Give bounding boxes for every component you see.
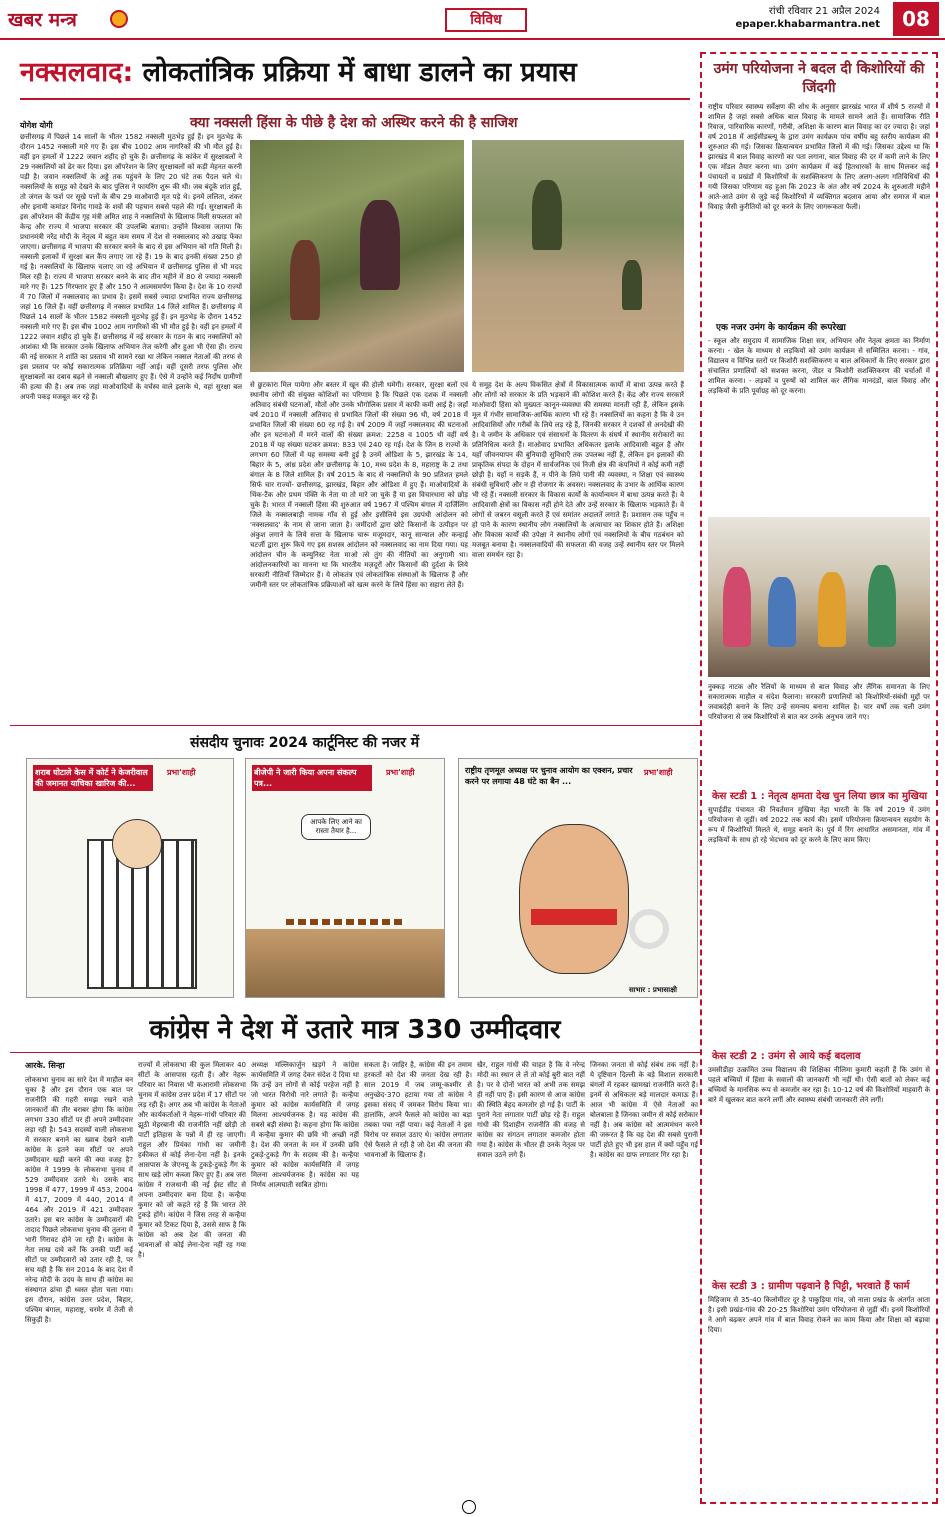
case-study-3-heading: केस स्टडी 3 : ग्रामीण पढ़वाने है पिट्टी, भरवाते हैं फार्म [712,1281,910,1292]
case-study-2-heading: केस स्टडी 2 : उमंग से आये कई बदलाव [712,1051,861,1062]
case-study-1: सुपाईडीह पंचायत की निवर्तमान मुखिया नेहा भारती के कि वर्ष 2019 में उमंग परियोजना से जुड़ीं। वर्ष 2022 तक कार्य की। इसमें परियोजना क्रियान्वयन सहयोग के रूप में किशोरियों मिलते थे, समूह बनाने के। पूर्व में रिंग आधारित असमानता, गांव में लड़कियों के साथ हो रहे भेदभाव को दूर करने के लिए काम किए। [708,806,930,844]
byline: योगेश योगी [20,121,53,130]
girls-group-photo [708,517,930,677]
cartoon-top-rule [10,725,700,726]
story2-headline: कांग्रेस ने देश में उतारे मात्र 330 उम्मीदवार [149,1015,561,1045]
cartoon-2-brand: प्रभा'शाही [386,768,415,777]
story2-rule [10,1052,700,1053]
story2-column-2: राज्यों में लोकसभा की कुल मिलाकर 40 सीटों के आसपास रहती हैं। और नेहरू परिवार का निवास भी कआरामी लोकसभा चुनाव में कांग्रेस उत्तर प्रदेश में 17 सीटों पर लड़ रही है। अगर अब भी कांग्रेस के नेताओं और कार्यकर्ताओं ने नेहरू-गांधी परिवार की झूठी मेहरबानी की राजनीति नहीं छोड़ी तो पार्टी इतिहास के पन्नों में ही रह जाएगी। राहुल और प्रियंका गांधी का जमीनी हकीकत से कोई लेना-देना नहीं है। इनके आसपास के जेएनयू के टुकड़े-टुकड़े गैंग के साथ खड़े लोग कब्जा किए हुए हैं। अब जरा कांग्रेस ने राजधानी की नई ईस्ट सीट से अपना उम्मीदवार बना दिया है। कन्हैया कुमार को जो कहते रहे हैं कि भारत तेरे टुकड़े होंगे। कांग्रेस ने जिस तरह से कन्हैया कुमार को टिकट दिया है, उससे साफ है कि कांग्रेस को अब देश की जनता की भावनाओं से कोई लेना-देना नहीं रह गया है। [138,1061,246,1259]
masthead [0,0,945,40]
cartoon-1 [26,758,234,998]
headline-text: लोकतांत्रिक प्रक्रिया में बाधा डालने का प्रयास [142,57,577,88]
cartoon-heading: संसदीय चुनावः 2024 कार्टूनिस्ट की नजर में [190,735,420,751]
story2-column-5: खैर, राहुल गांधी की चाहत है कि वे नरेन्द्र मोदी का स्थान ले लें तो कोई बुरी बात नहीं है। पर वे दोनों भारत को अभी तक समझ ही नहीं पाए हैं। इसी कारण से आज कांग्रेस की स्थिति बेहद कमजोर हो गई है। पार्टी के पुराने नेता लगातार पार्टी छोड़ रहे हैं। राहुल गांधी की दिशाहीन राजनीति की वजह से कांग्रेस का संगठन लगातार कमजोर होता गया है। कांग्रेस के भीतर ही उनके नेतृत्व पर सवाल उठने लगे हैं। [477,1061,585,1159]
page-number: 08 [893,2,939,36]
cartoon-3-caption: राष्ट्रीय तृणमूल अध्यक्ष पर चुनाव आयोग का एक्शन, प्रचार करने पर लगाया 48 घंटे का बैन ... [465,766,633,786]
main-headline [20,52,690,89]
story2-column-6: जिनका जनता से कोई संबंध तक नहीं है। ये दृष्टिवान दिल्ली के बड़े विशाल सरकारी बंगलों में रहकर खामखां राजनीति करते हैं। इनमें से अधिकतर बड़े मालदार कमाऊ हैं। आज भी कांग्रेस में ऐसे नेताओं का बोलबाला है जिनका जमीन से कोई सरोकार नहीं है। अब कांग्रेस को आत्ममंथन करने की जरूरत है कि वह देश की सबसे पुरानी पार्टी होते हुए भी इस हाल में क्यों पहुँच गई है। कांग्रेस का ग्राफ लगातार गिर रहा है। [590,1061,698,1159]
logo-emblem-icon [110,10,128,28]
ladder-bridge [286,919,406,925]
story2-column-1: लोकसभा चुनाव का सारे देश में माहौल बन चुका है और इस दौरान एक बात पर राजनीति की गहरी समझ रखने वाले जानकारों की तीर बराबर होगा कि कांग्रेस लगभग 330 सीटों पर ही अपने उम्मीदवार लड़ा रही है। 543 सदस्यों वाली लोकसभा में सरकार बनाने का ख्वाब देखने वाली कांग्रेस के इतने कम सीटों पर अपने उम्मीदवार खड़ी करने की क्या वजह है? कांग्रेस ने 1999 के लोकसभा चुनाव में 529 उम्मीदवार उतारे थे। उसके बाद 1998 में 477, 1999 में 453, 2004 में 417, 2009 में 440, 2014 में 464 और 2019 में 421 उम्मीदवार उतारे। इस बार कांग्रेस के उम्मीदवारों की तादाद पिछले लोकसभा चुनाव की तुलना में भारी गिरावट होने जा रही है। कांग्रेस के नेता लाख दावे करें कि उनकी पार्टी कई सीटों पर उम्मीदवारों को उतार रही है, पर सच यही है कि सन 2014 के बाद देश में नरेन्द्र मोदी के उदय के साथ ही कांग्रेस का संस्थागत ढांचा ही ध्वस्त होता चला गया। इस दौरान, कांग्रेस उत्तर प्रदेश, बिहार, पश्चिम बंगाल, महाराष्ट्र, चरमेर में तेजी से सिकुड़ी है। [25,1076,133,1324]
cartoon-3-face [519,824,629,974]
tape-roll-icon [629,909,669,949]
cartoon-3-brand: प्रभा'शाही [644,768,673,777]
story2-column-4: सकता है। जाहिर है, कांग्रेस की इन तमाम हरकतों को देश की जनता देख रही है। साल 2019 में जब जम्मू-कश्मीर से अनुच्छेद-370 हटाया गया तो कांग्रेस ने इसका संसद में जमकर विरोध किया था। हालांकि, अपने फैसले को कांग्रेस का बड़ा तबका पचा नहीं पाया। कई नेताओं ने इस विरोध पर सवाल उठाए थे। कांग्रेस लगातार ऐसे फैसले ले रही है जो देश की जनता की भावनाओं के खिलाफ हैं। [364,1061,472,1159]
edition-date: रांची रविवार 21 अप्रैल 2024 [768,6,880,17]
main-column-3: ये समूह देश के अल्प विकसित क्षेत्रों में विकासात्मक कार्यों में बाधा उत्पन्न करते हैं और लोगों को सरकार के प्रति भड़काने की कोशिश करते हैं। केंद्र और राज्य सरकारें माओवादी हिंसा को मुख्यतः कानून-व्यवस्था की समस्या मानती रही हैं, लेकिन इसके मूल में गंभीर सामाजिक-आर्थिक कारण भी रहे हैं। नक्सलियों का कहना है कि वे उन आदिवासियों और गरीबों के लिये लड़ रहे हैं, जिनकी सरकार ने दशकों से अनदेखी की है। वे जमीन के अधिकार एवं संसाधनों के वितरण के संघर्ष में स्थानीय सरोकारों का प्रतिनिधित्व करते हैं। माओवाद प्रभावित अधिकतर इलाके आदिवासी बहुल हैं और यहाँ जीवनयापन की बुनियादी सुविधाएँ तक उपलब्ध नहीं हैं, लेकिन इन इलाकों की प्राकृतिक संपदा के दोहन में सार्वजनिक एवं निजी क्षेत्र की कंपनियों ने कोई कमी नहीं छोड़ी है। यहाँ न सड़कें हैं, न पीने के लिये पानी की व्यवस्था, न शिक्षा एवं स्वास्थ्य संबंधी सुविधाएँ और न ही रोजगार के अवसर। नक्सलवाद के उभार के आर्थिक कारण भी रहे हैं। नक्सली सरकार के विकास कार्यों के कार्यान्वयन में बाधा उत्पन्न करते हैं। वे आदिवासी क्षेत्रों का विकास नहीं होने देते और उन्हें सरकार के खिलाफ भड़काते हैं। वे लोगों से जबरन वसूली करते हैं एवं समांतर अदालतें लगाते हैं। प्रशासन तक पहुँच न हो पाने के कारण स्थानीय लोग नक्सलियों के अत्याचार का शिकार होते हैं। अशिक्षा और विकास कार्यों की उपेक्षा ने स्थानीय लोगों एवं नक्सलियों के बीच गठबंधन को मजबूत बनाया है। नक्सलवादियों की सफलता की वजह उन्हें स्थानीय स्तर पर मिलने वाला समर्थन रहा है। [472,381,684,559]
main-column-2: से छुटकारा मिल पायेगा और बस्तर में खून की होली थमेगी। सरकार, सुरक्षा बलों एवं स्थानीय लोगों की संयुक्त कोशिशों का परिणाम है कि पिछले एक दशक में नक्सली अतिवाद संबंधी घटनाओं, मौतों और उनके भौगोलिक प्रसार में काफी कमी आई है। जहाँ वर्ष 2010 में नक्सली अतिवाद से प्रभावित जिलों की संख्या 96 थी, वर्ष 2018 में प्रभावित जिलों की संख्या 60 रह गई है। वर्ष 2009 में जहाँ नक्सलवाद की घटनाओं और इन घटनाओं में मरने वालों की संख्या क्रमश: 2258 व 1005 थी वहीं वर्ष 2018 में यह संख्या घटकर क्रमश: 833 एवं 240 रह गई। देश के जिन 8 राज्यों के लगभग 60 जिलों में यह समस्या बनी हुई है उनमें ओडिशा के 5, झारखंड के 14, बिहार के 5, आंध्र प्रदेश और छत्तीसगढ़ के 10, मध्य प्रदेश के 8, महाराष्ट्र के 2 तथा बंगाल के 8 जिले शामिल हैं। वर्ष 2015 के बाद से नक्सलियों के 90 प्रतिशत हमले सिर्फ चार राज्यों- छत्तीसगढ़, झारखंड, बिहार और ओडिशा में हुए हैं। माओवादियों के थिंक-टैंक और प्रथम पंक्ति के नेता या तो मारे जा चुके हैं या इस विचारधारा को छोड़ चुके हैं। भारत में नक्सली हिंसा की शुरुआत वर्ष 1967 में पश्चिम बंगाल में दार्जिलिंग जिले के नक्सलबाड़ी नामक गाँव से हुई और इसीलिये इस उग्रपंथी आंदोलन को 'नक्सलवाद' के नाम से जाना जाता है। जमींदारों द्वारा छोटे किसानों के उत्पीड़न पर अंकुश लगाने के लिये सत्ता के खिलाफ चारू मजूमदार, कानू सान्याल और कन्हाई चटर्जी द्वारा शुरू किये गए इस सशस्त्र आंदोलन को नक्सलवाद का नाम दिया गया। यह आंदोलन चीन के कम्युनिस्ट नेता माओ त्से तुंग की नीतियों का अनुगामी था। आंदोलनकारियों का मानना था कि भारतीय मज़दूरों और किसानों की दुर्दशा के लिये सरकारी नीतियाँ जिम्मेदार हैं। ये लोकतंत्र एवं लोकतांत्रिक संस्थाओं के खिलाफ हैं और जमीनी स्तर पर लोकतांत्रिक प्रक्रियाओं को खत्म करने के लिये हिंसा का सहारा लेते हैं। [250,381,468,589]
subheadline: क्या नक्सली हिंसा के पीछे है देश को अस्थिर करने की है साजिश [190,115,518,131]
sidebar-outline: - स्कूल और समुदाय में सामाजिक शिक्षा सत्र, अभियान और नेतृत्व क्षमता का निर्माण करना। - खेल के माध्यम से लड़कियों को उमंग कार्यक्रम से सम्मिलित करना। - गांव, विद्यालय व विभिन्न स्तरों पर किशोरी सशक्तिकरण व बाल अधिकारों के लिए सरकार द्वारा संचालित प्रणालियों को सशक्त करना, जेंडर व किशोरी सशक्तिकरण की चर्चाओं में शामिल करना। - लड़कों व पुरुषों को शामिल कर लैंगिक मानदंडों, बाल विवाह और लड़कियों के प्रति पूर्वाग्रह को दूर करना। [708,337,930,395]
cartoon-2-caption: बीजेपी ने जारी किया अपना संकल्प पत्र... [252,765,372,791]
sidebar-headline: उमंग परियोजना ने बदल दी किशोरियों की जिंदगी [713,61,925,96]
cartoon-1-caption: शराब घोटाले केस में कोर्ट ने केजरीवाल की जमानत याचिका खारिज की... [33,765,153,791]
cartoon-1-face [112,819,162,869]
cartoon-3 [458,758,698,998]
case-study-3: मिहिजाम से 35-40 किलोमीटर दूर है पाकुड़िया गांव, जो नाला प्रखंड के अंतर्गत आता है। इसी प्रखंड-गांव की 20-25 किशोरियां उमंग परियोजना से जुड़ीं थीं। इनमें किशोरियों ने आगे बढ़कर अपने गांव में बाल विवाह रोकने का काम किया और शिक्षा को बढ़ावा दिया। [708,1296,930,1334]
section-label: विविध [445,8,527,32]
cartoon-2 [245,758,445,998]
case-study-2: उमसीडीहा उत्क्रमित उच्च विद्यालय की शिक्षिका नीलिमा कुमारी कहती हैं कि उमंग से पहले बच्चियों में हिंसा के सवालों की जानकारी भी नहीं थी। ऐसी बातों को लेकर कई बच्चियों के मानसिक रूप से कमजोर कर रहा है। 10-12 वर्ष की किशोरियों माहवारी के बारे में खुलकर बात करने लगीं और स्वास्थ्य संबंधी जानकारी लेने लगीं। [708,1066,930,1104]
main-column-1: छत्तीसगढ़ में पिछले 14 सालों के भीतर 1582 नक्सली मुठभेड़ हुई हैं। इन मुठभेड़ के दौरान 1452 नक्सली मारे गए हैं। इस बीच 1002 आम नागरिकों की भी मौत हुई है। वहीं इन हमलों में 1222 जवान शहीद हो चुके हैं। छत्तीसगढ़ के कांकेर में सुरक्षाबलों ने 29 नक्सलियों को ढेर कर दिया। इस ऑपरेशन के लिए सुरक्षाबलों को कड़ी मेहनत करनी पड़ी है। जवान नक्सलियों के अड्डे तक पहुंचने के लिए 20 घंटे तक पैदल चले थे। नक्सलियों के समूह को देखने के बाद पुलिस ने फायरिंग शुरू की थी। जब बंदूकें शांत हुईं, तो जंगल के फर्श पर सूखे पत्तों के बीच 29 माओवादी मृत पड़े थे। इनमें ललिता, शंकर और इनामी कमांडर विनोद गावड़े के शवों की पहचान सबसे पहले की गई। सुरक्षाबलों के इस ऑपरेशन की केंद्रीय गृह मंत्री अमित शाह ने नक्सलियों के खिलाफ मिली सफलता को केन्द्र और राज्य में भाजपा सरकार की उपलब्धि बताया। उन्होंने विश्वास जताया कि प्रधानमंत्री नरेंद्र मोदी के नेतृत्व में बहुत कम समय में देश से नक्सलवाद को उखाड़ फेंका जाएगा। छत्तीसगढ़ में भाजपा की सरकार बनने के बाद से इस अभियान को गति मिली है। नक्सली इलाकों में सुरक्षा बल कैंप लगाए जा रहे हैं। 19 के बाद इनकी संख्या 250 हो गई है। नक्सलियों के खिलाफ चलाए जा रहे अभियान में छत्तीसगढ़ पुलिस से भी मदद मिल रही है। राज्य में भाजपा सरकार बनने के बाद तीन महीने में 80 से ज्यादा नक्सली मारे गए हैं। 125 गिरफ्तार हुए हैं और 150 ने आत्मसमर्पण किया है। देश के 10 राज्यों में 70 जिलों में नक्सलवाद का प्रभाव है। इसमें सबसे ज्यादा प्रभावित राज्य छत्तीसगढ़ जहां 16 जिले हैं। वहीं छत्तीसगढ़ में नक्सल प्रभावित 14 जिले शामिल हैं। छत्तीसगढ़ में पिछले 14 सालों के भीतर 1582 नक्सली मुठभेड़ हुई हैं। इन मुठभेड़ के दौरान 1452 नक्सली मारे गए हैं। इस बीच 1002 आम नागरिकों की भी मौत हुई है। वहीं इन हमलों में 1222 जवान शहीद हो चुके हैं। छत्तीसगढ़ में नई सरकार के गठन के बाद नक्सलियों को आशंका थी कि सरकार उनके खिलाफ अभियान तेज करेगी और हुआ भी ऐसा ही। राज्य की नई सरकार ने शांति का प्रस्ताव भी सामने रखा था लेकिन नक्सल नेताओं की तरफ से इस प्रस्ताव पर कोई सकारात्मक प्रतिक्रिया नहीं आई। वहीं दूसरी तरफ पुलिस और सुरक्षाबलों का दबाव बढ़ने से नक्सली बौखलाए हुए हैं। ऐसे में उन्होंने कई निर्दोष ग्रामीणों की हत्या की है। अब तक जहां माओवादियों के वर्चस्व वाले इलाके थे, वहां सुरक्षा बल अपनी पकड़ मजबूत कर रहे हैं। [20,133,242,401]
case-study-1-heading: केस स्टडी 1 : नेतृत्व क्षमता देख चुन लिया छात्र का मुखिया [712,791,928,802]
cliff-ground [246,929,445,998]
story2-byline: आरके. सिन्हा [25,1061,65,1070]
sidebar-intro: राष्ट्रीय परिवार स्वास्थ्य सर्वेक्षण की शोध के अनुसार झारखंड भारत में शीर्ष 5 राज्यों में शामिल है जहां सबसे अधिक बाल विवाह के मामले सामने आते हैं। सामाजिक रीति रिवाज, पारिवारिक कारणों, गरीबी, अशिक्षा के कारण बाल विवाह का दर ज्यादा है। जहां वर्ष 2018 में आईसीडब्ल्यू के द्वारा उमंग कार्यक्रम पांच वर्षीय बहु स्तरीय कार्यक्रम की शुरुआत की गई। जिसका क्रियान्वयन प्रभावित जिलों में की गई। जिसका उद्देश्य था कि झारखंड में बाल विवाह कारणों का पता लगाना, बाल विवाह की दर में कमी लाने के लिए एक मॉडल तैयार करना था। उमंग कार्यक्रम में कई हितधारकों के साथ मिलकर कई पंचायतों व प्रखंडों में किशोरियों के सशक्तिकरण के लिए अलग-अलग गतिविधियों की गयी जिसका परिणाम यह हुआ कि 2023 के अंत और वर्ष 2024 के शुरुआती महीने आते-आते उमंग से जुड़े कई किशोरियों में व्यक्तिगत बदलाव आया और समाज में बाल विवाह जैसी कुरीतियों को दूर करने के लिए जागरूकता फैली। [708,103,930,211]
cartoon-credit: साभार : प्रभासाक्षी [629,986,677,994]
cartoon-1-brand: प्रभा'शाही [167,768,196,777]
newspaper-logo[interactable]: खबर मन्त्र [8,9,77,31]
sidebar-outline-heading: एक नजर उमंग के कार्यक्रम की रूपरेखा [716,323,846,333]
main-column-2a [190,140,245,375]
story2-column-3: अध्यक्ष मल्लिकार्जुन खड़गे ने कांग्रेस कार्यसमिति में जगह देकर संदेश दे दिया था कि उन्हें उन लोगों से कोई परहेज नहीं है जो भारत विरोधी नारे लगाते हैं। कन्हैया कुमार को कांग्रेस कार्यसमिति में जगह मिलना आश्चर्यजनक है। यह कांग्रेस की सबसे बड़ी संस्था है। कहना होगा कि कांग्रेस में कन्हैया कुमार की छवि भी अच्छी नहीं है। देश की जनता के मन में उनकी छवि टुकड़े-टुकड़े गैंग के सदस्य की है। कन्हैया कुमार को कांग्रेस कार्यसमिति में जगह मिलना आश्चर्यजनक है। कांग्रेस का यह निर्णय आत्मघाती साबित होगा। [251,1061,359,1189]
dateline [640,5,880,31]
headline-rule [20,98,690,100]
headline-kicker: नक्सलवाद: [20,57,134,88]
tape-over-mouth [531,909,617,925]
cartoon-2-bubble: आपके लिए आने का रास्ता तैयार है... [301,814,371,840]
register-mark-icon [462,1500,476,1514]
sidebar-body-2: नुक्कड़ नाटक और रैलियों के माध्यम से बाल विवाह और लैंगिक समानता के लिए सकारात्मक माहौल व संदेश फैलाना। सरकारी प्रणालियों को किशोरियों-संबंधी मुद्दों पर जवाबदेही बनाने के लिए उन्हें समन्वय बनाना शामिल है। चार वर्षों तक चली उमंग परियोजना से जब किशोरियों से बात कर उनके अनुभव जाने गए। [708,683,930,721]
epaper-link[interactable]: epaper.khabarmantra.net [735,19,880,30]
naxal-photo-right [472,140,684,372]
naxal-photo-left [250,140,464,372]
